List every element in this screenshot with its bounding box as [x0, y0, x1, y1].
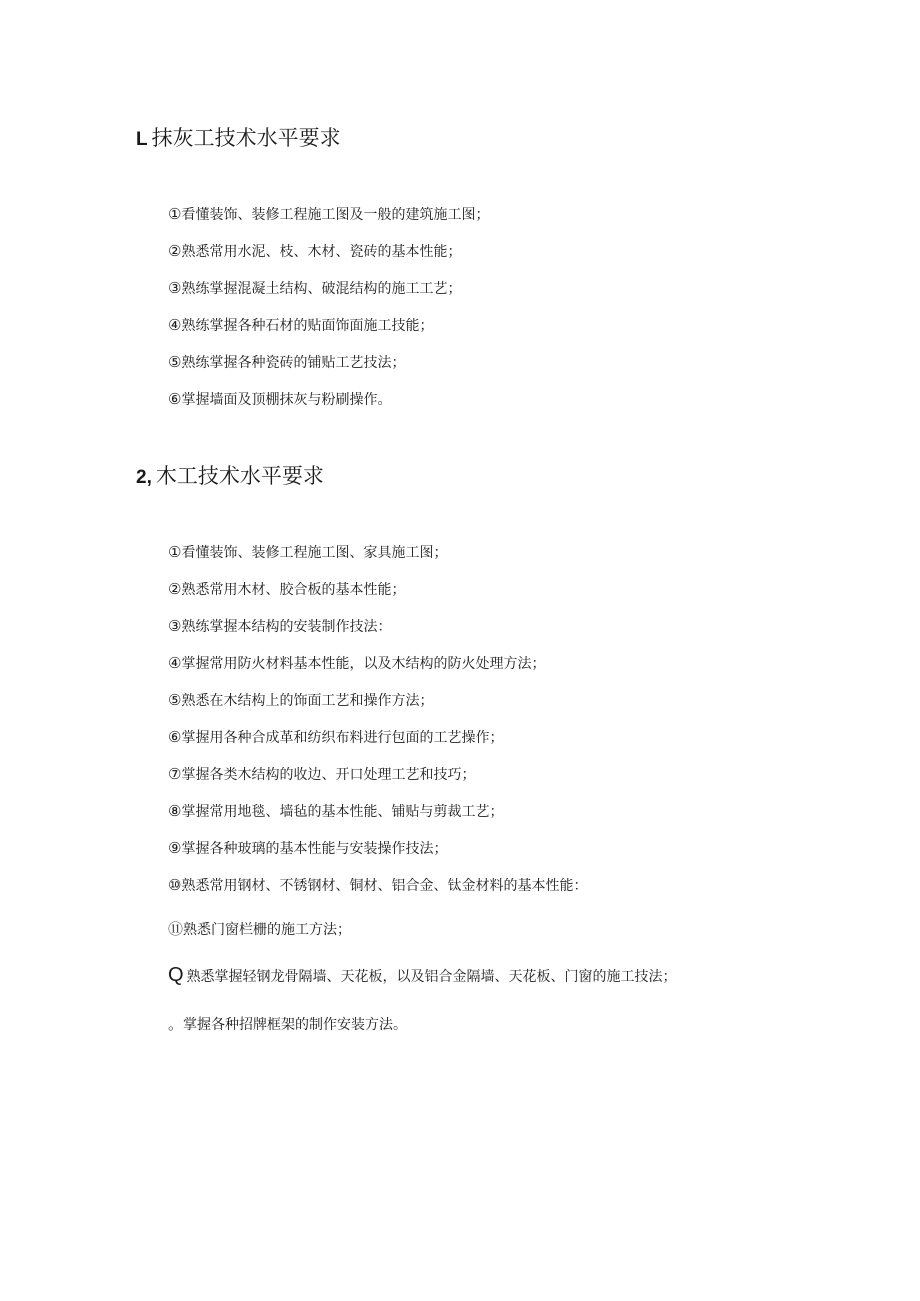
- item-marker: ⑤: [168, 691, 182, 709]
- item-marker: ④: [168, 316, 182, 334]
- item-marker: ②: [168, 580, 182, 598]
- item-marker: ③: [168, 279, 182, 297]
- item-marker: ⑥: [168, 390, 182, 408]
- list-item: [168, 765, 475, 784]
- item-text: 掌握各种招牌框架的制作安装方法。: [183, 1017, 408, 1033]
- list-item: [168, 617, 391, 636]
- list-item: [168, 654, 545, 673]
- section-1-title: 抹灰工技术水平要求: [151, 126, 341, 150]
- item-text: 熟练掌握混凝土结构、破混结构的施工工艺；: [181, 281, 462, 297]
- section-1-heading: [136, 126, 341, 152]
- item-text: 掌握用各种合成革和纺织布料进行包面的工艺操作；: [181, 730, 504, 746]
- item-marker: ①: [168, 205, 182, 223]
- item-marker: ⑧: [168, 802, 182, 820]
- item-text: 熟悉掌握轻钢龙骨隔墙、天花板，以及铝合金隔墙、天花板、门窗的施工技法；: [186, 969, 677, 985]
- section-2-heading: [136, 464, 324, 490]
- list-item: [168, 543, 447, 562]
- item-text: 熟悉在木结构上的饰面工艺和操作方法；: [181, 693, 434, 709]
- list-item: [168, 691, 433, 710]
- item-text: 掌握墙面及顶棚抹灰与粉刷操作。: [181, 392, 392, 408]
- list-item: [168, 1015, 407, 1034]
- list-item: [168, 876, 587, 895]
- list-item: [168, 839, 447, 858]
- section-2-title: 木工技术水平要求: [155, 464, 324, 488]
- list-item: [168, 242, 461, 261]
- item-text: 掌握各类木结构的收边、开口处理工艺和技巧；: [181, 767, 476, 783]
- item-text: 熟练掌握各种石材的贴面饰面施工技能；: [181, 318, 434, 334]
- list-item: [168, 353, 405, 372]
- list-item: [168, 279, 461, 298]
- item-text: 熟悉常用水泥、枝、木材、瓷砖的基本性能；: [181, 244, 462, 260]
- list-item: [168, 802, 503, 821]
- item-text: 掌握常用防火材料基本性能，以及木结构的防火处理方法；: [181, 656, 546, 672]
- list-item: [168, 728, 503, 747]
- list-item: [168, 580, 405, 599]
- item-text: 熟悉门窗栏栅的施工方法；: [183, 922, 352, 938]
- item-marker: ②: [168, 242, 182, 260]
- item-text: 看懂装饰、装修工程施工图及一般的建筑施工图；: [181, 207, 490, 223]
- item-marker: ④: [168, 654, 182, 672]
- item-marker: ⑩: [168, 876, 182, 894]
- item-text: 熟悉常用钢材、不锈钢材、铜材、铝合金、钛金材料的基本性能：: [181, 878, 588, 894]
- item-marker: ⑪: [168, 920, 184, 938]
- item-marker: ⑨: [168, 839, 182, 857]
- item-marker: ①: [168, 543, 182, 561]
- item-marker: ③: [168, 617, 182, 635]
- item-text: 看懂装饰、装修工程施工图、家具施工图；: [181, 545, 448, 561]
- item-text: 熟练掌握各种瓷砖的铺贴工艺技法；: [181, 355, 406, 371]
- item-marker: 。: [168, 1015, 184, 1033]
- item-marker: ⑦: [168, 765, 182, 783]
- section-2-number: 2,: [136, 467, 152, 488]
- item-marker: ⑥: [168, 728, 182, 746]
- section-1-number: L: [136, 129, 148, 150]
- list-item: [168, 316, 433, 335]
- item-marker: ⑤: [168, 353, 182, 371]
- list-item: [168, 205, 489, 224]
- item-text: 掌握常用地毯、墙毡的基本性能、铺贴与剪裁工艺；: [181, 804, 504, 820]
- list-item: [168, 920, 351, 939]
- list-item: [168, 966, 677, 986]
- item-text: 熟练掌握本结构的安装制作技法：: [181, 619, 392, 635]
- item-text: 熟悉常用木材、胶合板的基本性能；: [181, 582, 406, 598]
- item-marker: Q: [168, 964, 184, 986]
- list-item: [168, 390, 391, 409]
- item-text: 掌握各种玻璃的基本性能与安装操作技法；: [181, 841, 448, 857]
